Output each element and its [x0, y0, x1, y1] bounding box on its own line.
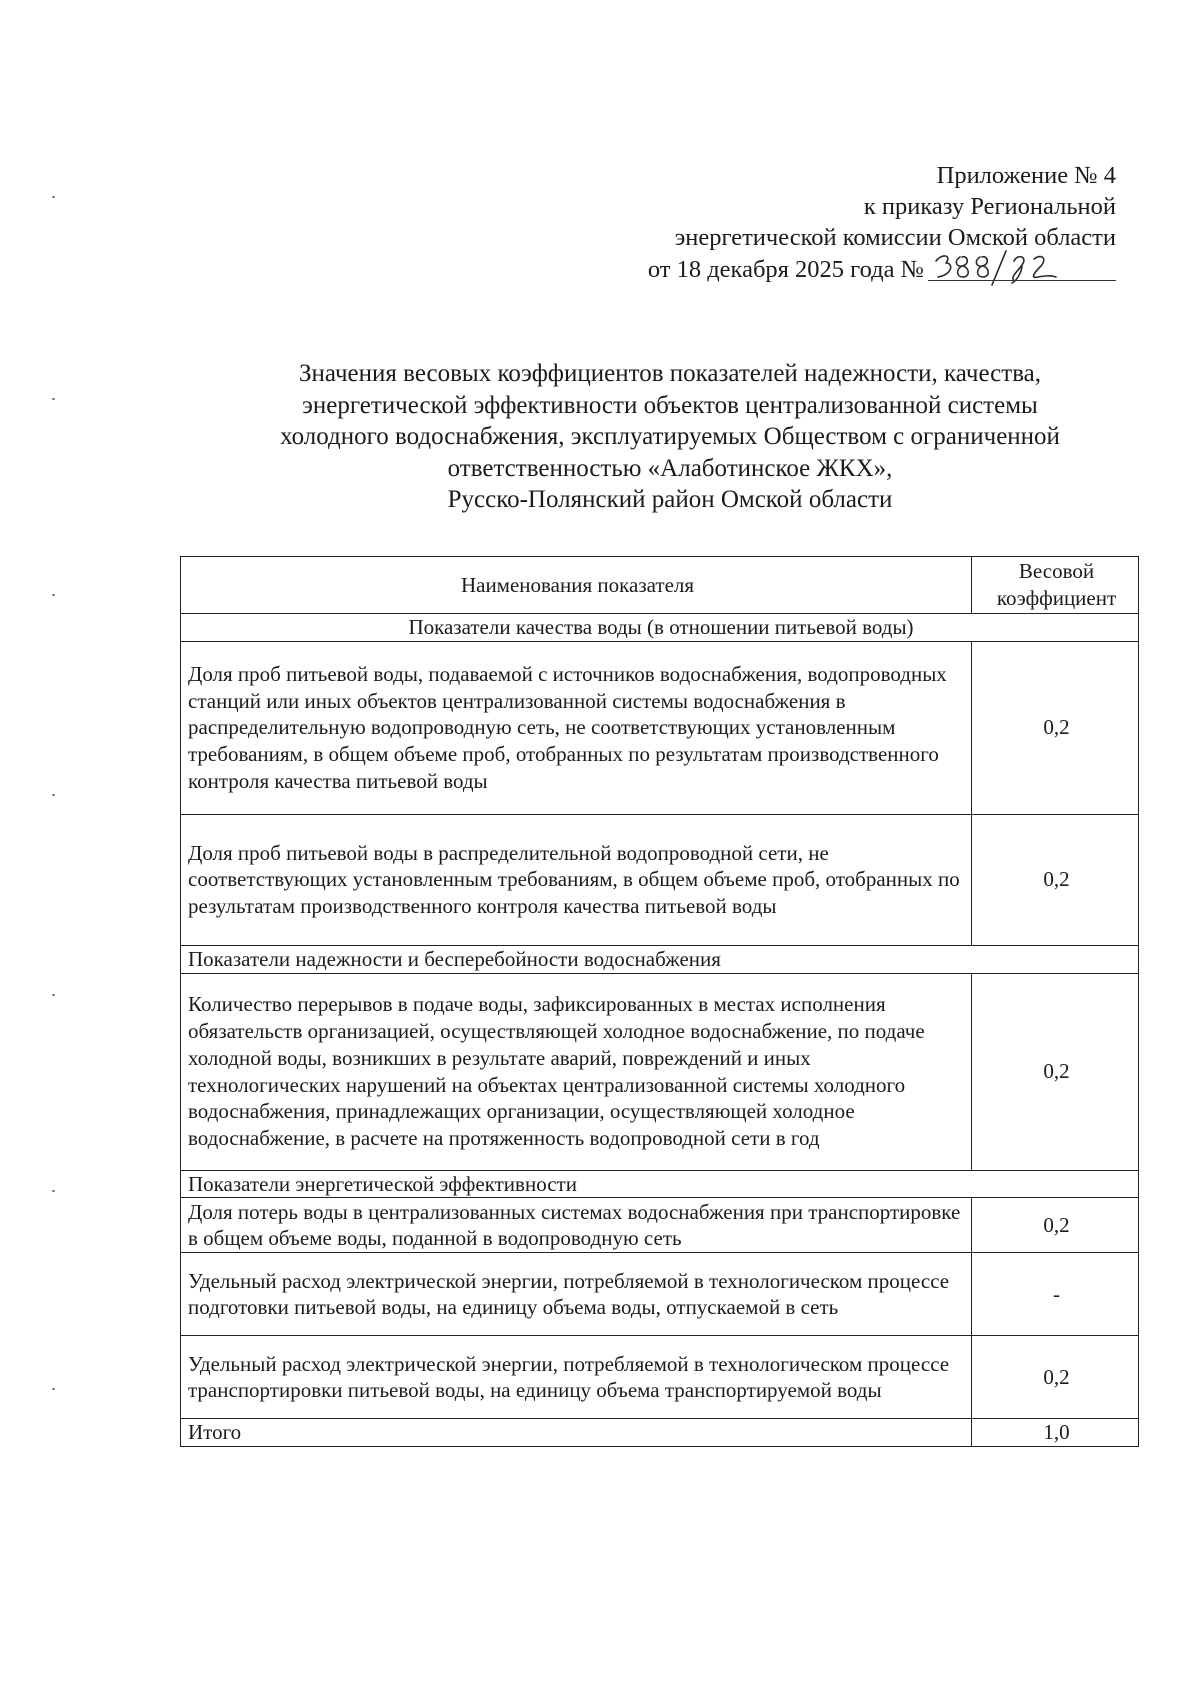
title-line-4: ответственностью «Алаботинское ЖКХ»,	[447, 454, 893, 482]
handwritten-number-signature	[930, 247, 1060, 287]
column-header-name: Наименования показателя	[181, 557, 972, 614]
section-row-quality	[181, 614, 1139, 642]
document-title	[180, 358, 1160, 516]
table-row	[181, 1198, 1139, 1253]
indicator-name: Удельный расход электрической энергии, потребляемой в технологическом процессе подготовки питьевой воды, на единицу объема воды, отпускаемой в сеть	[181, 1253, 972, 1336]
header-order-line	[560, 253, 1116, 285]
indicator-weight: 0,2	[972, 973, 1139, 1170]
table-row	[181, 814, 1139, 945]
table-row	[181, 1253, 1139, 1336]
header-line-1: Приложение № 4	[936, 162, 1116, 189]
table-row	[181, 641, 1139, 814]
order-number-underline	[928, 280, 1116, 281]
section-title: Показатели качества воды (в отношении питьевой воды)	[181, 614, 1139, 642]
appendix-header	[560, 160, 1116, 285]
table-header-row	[181, 557, 1139, 614]
table-row	[181, 973, 1139, 1170]
indicator-name: Доля проб питьевой воды в распределительной водопроводной сети, не соответствующих установленным требованиям, в общем объеме проб, отобранных по результатам производственного контроля качества питьевой воды	[181, 814, 972, 945]
indicator-name: Доля потерь воды в централизованных системах водоснабжения при транспортировке в общем объеме воды, поданной в водопроводную сеть	[181, 1198, 972, 1253]
section-title: Показатели надежности и бесперебойности водоснабжения	[181, 945, 1139, 973]
header-line-3: энергетической комиссии Омской области	[674, 224, 1116, 251]
indicator-name: Удельный расход электрической энергии, потребляемой в технологическом процессе транспортировки питьевой воды, на единицу объема транспортируемой воды	[181, 1336, 972, 1419]
title-line-5: Русско-Полянский район Омской области	[447, 486, 893, 513]
section-title: Показатели энергетической эффективности	[181, 1170, 1139, 1198]
title-line-2: энергетической эффективности объектов централизованной системы	[302, 391, 1038, 419]
header-line-2: к приказу Региональной	[863, 193, 1116, 220]
indicator-weight: 0,2	[972, 814, 1139, 945]
table-row	[181, 1336, 1139, 1419]
order-prefix: от 18 декабря 2025 года №	[647, 256, 924, 283]
indicator-weight: 0,2	[972, 641, 1139, 814]
indicator-weight: 0,2	[972, 1336, 1139, 1419]
coefficients-table	[180, 556, 1139, 1447]
total-row	[181, 1419, 1139, 1447]
section-row-reliability	[181, 945, 1139, 973]
section-row-energy	[181, 1170, 1139, 1198]
total-weight: 1,0	[972, 1419, 1139, 1447]
title-line-1: Значения весовых коэффициентов показателей надежности, качества,	[298, 360, 1042, 387]
indicator-weight: 0,2	[972, 1198, 1139, 1253]
title-line-3: холодного водоснабжения, эксплуатируемых Обществом с ограниченной	[280, 423, 1060, 450]
indicator-name: Количество перерывов в подаче воды, зафиксированных в местах исполнения обязательств организацией, осуществляющей холодное водоснабжение, по подаче холодной воды, возникших в результате аварий, повреждений и иных технологических нарушений на объектах централизованной системы холодного водоснабжения, принадлежащих организации, осуществляющей холодное водоснабжение, в расчете на протяженность водопроводной сети в год	[181, 973, 972, 1170]
indicator-name: Доля проб питьевой воды, подаваемой с источников водоснабжения, водопроводных станций или иных объектов централизованной системы водоснабжения в распределительную водопроводную сеть, не соответствующих установленным требованиям, в общем объеме проб, отобранных по результатам производственного контроля качества питьевой воды	[181, 641, 972, 814]
column-header-weight: Весовой коэффициент	[972, 557, 1139, 614]
handwritten-order-number	[928, 253, 1116, 283]
indicator-weight: -	[972, 1253, 1139, 1336]
total-label: Итого	[181, 1419, 972, 1447]
